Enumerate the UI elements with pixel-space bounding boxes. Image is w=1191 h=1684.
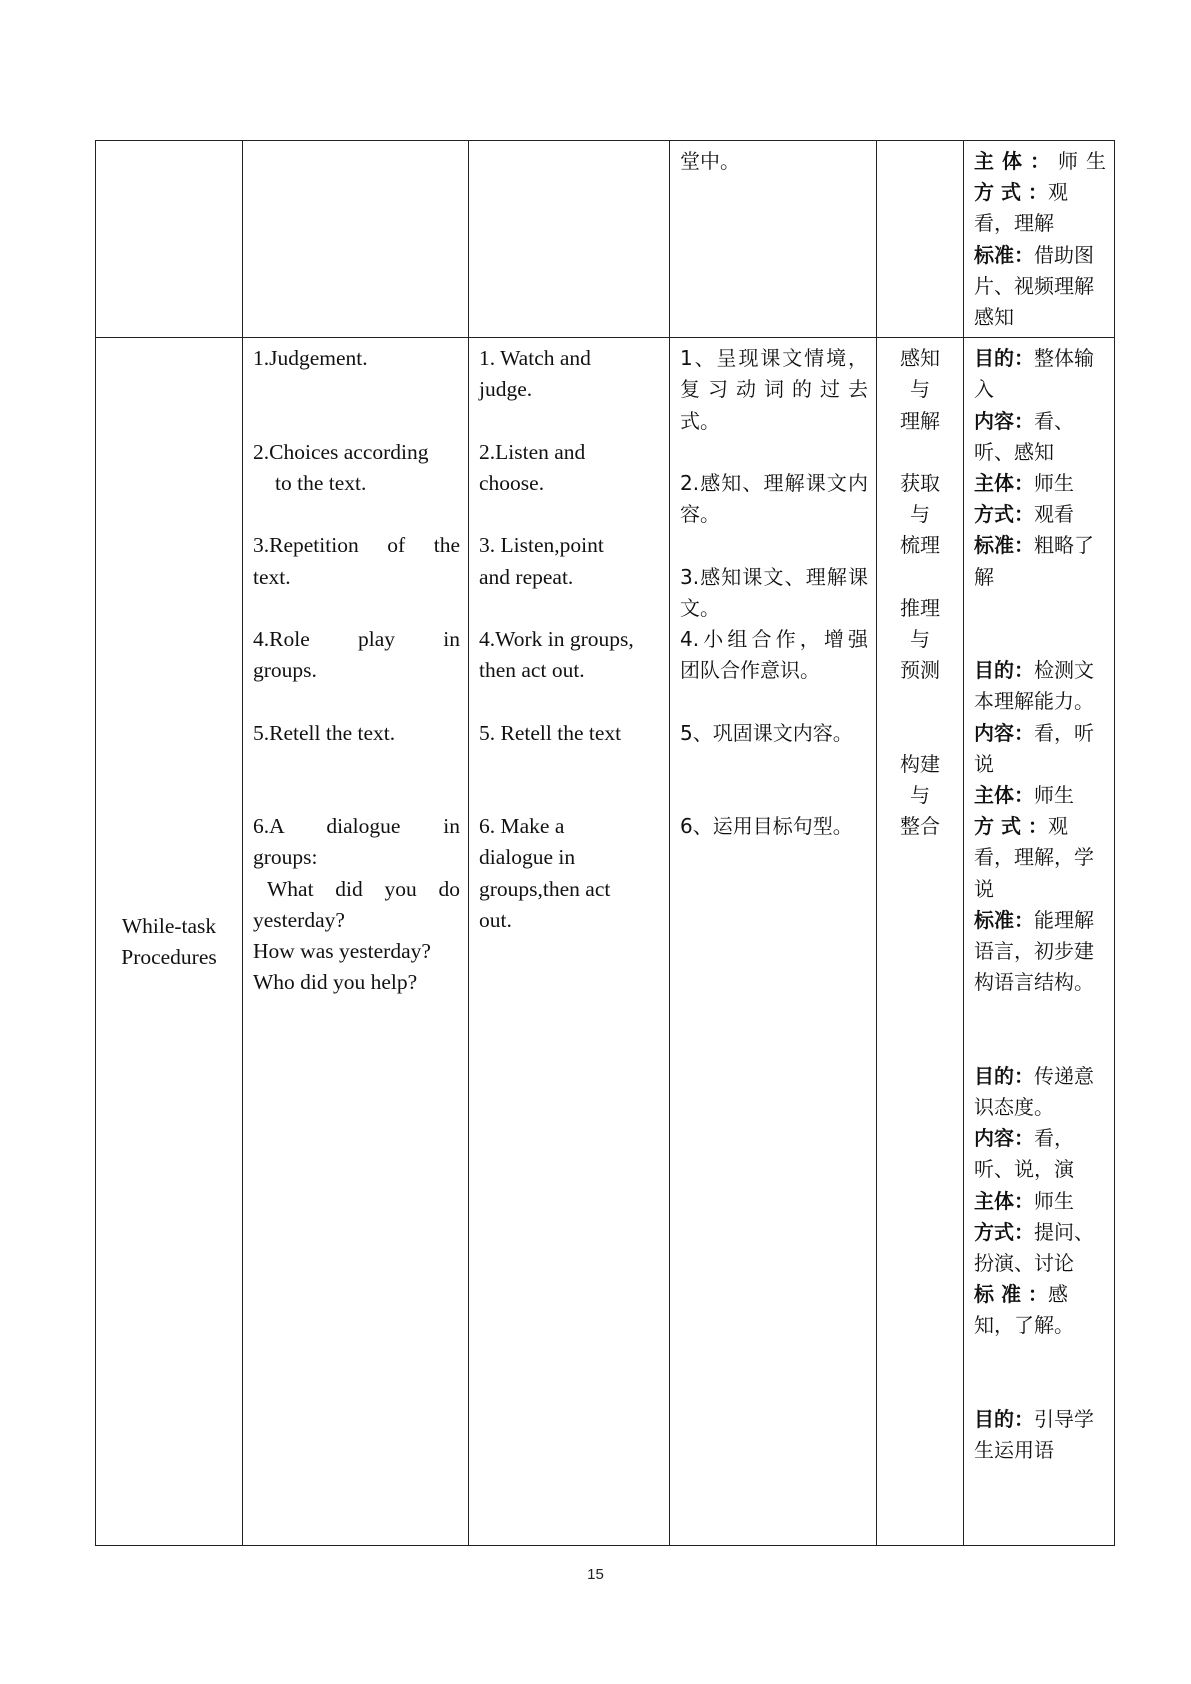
- content-line: 2.Choices according: [253, 439, 429, 464]
- purpose-line: 容。: [680, 502, 720, 527]
- eval-entry: 方 式 ：观看，理解: [974, 180, 1068, 236]
- eval-entry: 内容：看，听、说，演: [974, 1126, 1074, 1182]
- level-line: 梳理: [900, 533, 940, 558]
- content-line: groups.: [253, 658, 317, 683]
- content-cell: [243, 338, 469, 1546]
- purpose-line: 4.小组合作，增强: [680, 627, 868, 652]
- stage-cell: [96, 141, 243, 338]
- evaluation-cell: [964, 338, 1115, 1546]
- table-row: [96, 338, 1115, 1546]
- level-line: 与: [910, 377, 930, 402]
- level-line: 构建: [900, 751, 940, 776]
- activity-line: 2.Listen and: [479, 439, 586, 464]
- eval-entry: 方 式 ：观看，理解，学说: [974, 814, 1094, 901]
- eval-entry: 主体：师生: [974, 783, 1074, 808]
- level-cell: [877, 338, 964, 1546]
- eval-entry: 标 准 ：感知，了解。: [974, 1282, 1074, 1338]
- activity-line: 3. Listen,point: [479, 533, 604, 558]
- eval-entry: 内容：看、听、感知: [974, 408, 1074, 464]
- activities-cell: [469, 338, 670, 1546]
- level-line: 与: [910, 502, 930, 527]
- activity-line: 4.Work in groups,: [479, 627, 634, 651]
- activity-line: choose.: [479, 471, 545, 496]
- stage-label: Procedures: [121, 944, 217, 969]
- content-line: Who did you help?: [253, 970, 418, 995]
- purpose-line: 5、巩固课文内容。: [680, 720, 853, 745]
- eval-entry: 主体：师生: [974, 471, 1074, 496]
- level-line: 获取: [900, 471, 940, 496]
- activity-line: judge.: [479, 377, 533, 402]
- level-line: 与: [910, 627, 930, 652]
- level-line: 理解: [900, 408, 940, 433]
- eval-entry: 目的：传递意识态度。: [974, 1063, 1094, 1120]
- purpose-line: 1、呈现课文情境，: [680, 346, 868, 371]
- content-line: What did you do: [267, 876, 460, 901]
- content-line: 4.Role play in: [253, 627, 460, 651]
- eval-entry: 目的：整体输入: [974, 346, 1094, 402]
- purpose-line: 2.感知、理解课文内: [680, 471, 868, 496]
- eval-entry: 主体：师生: [974, 1188, 1074, 1213]
- activities-cell: [469, 141, 670, 338]
- purpose-line: 6、运用目标句型。: [680, 814, 853, 839]
- table-row: [96, 141, 1115, 338]
- purpose-cell: [670, 338, 877, 1546]
- activity-line: and repeat.: [479, 564, 574, 589]
- content-line: 6.A dialogue in: [253, 814, 460, 839]
- content-line: text.: [253, 564, 291, 589]
- content-line: 5.Retell the text.: [253, 720, 396, 745]
- eval-entry: 方式：观看: [974, 502, 1074, 527]
- level-cell: [877, 141, 964, 338]
- stage-cell: [96, 338, 243, 1546]
- content-line: to the text.: [275, 471, 367, 496]
- eval-entry: 目的：引导学生运用语: [974, 1407, 1094, 1463]
- purpose-cell: [670, 141, 877, 338]
- evaluation-cell: [964, 141, 1115, 338]
- content-cell: [243, 141, 469, 338]
- lesson-plan-table: [95, 140, 1115, 1546]
- content-line: How was yesterday?: [253, 939, 431, 963]
- eval-entry: 主体：师生: [974, 149, 1106, 173]
- activity-line: 5. Retell the text: [479, 720, 622, 745]
- purpose-line: 复习动词的过去: [680, 377, 868, 402]
- eval-entry: 标准：能理解语言，初步建构语言结构。: [974, 907, 1094, 995]
- activity-line: 1. Watch and: [479, 346, 591, 371]
- page-number: 15: [587, 1566, 604, 1583]
- purpose-line: 文。: [680, 595, 720, 620]
- eval-entry: 目的：检测文本理解能力。: [974, 658, 1094, 714]
- activity-line: groups,then act: [479, 876, 611, 901]
- purpose-line: 堂中。: [680, 149, 740, 173]
- activity-line: then act out.: [479, 658, 585, 683]
- stage-label: While-task: [121, 913, 217, 938]
- eval-entry: 方式：提问、扮演、讨论: [974, 1219, 1094, 1276]
- level-line: 推理: [900, 595, 940, 620]
- activity-line: 6. Make a: [479, 814, 565, 839]
- content-line: groups:: [253, 845, 318, 870]
- eval-entry: 内容：看，听说: [974, 720, 1094, 776]
- purpose-line: 团队合作意识。: [680, 658, 820, 683]
- content-line: yesterday?: [253, 907, 345, 932]
- eval-entry: 标准：粗略了解: [974, 533, 1094, 589]
- content-line: 3.Repetition of the: [253, 533, 460, 558]
- activity-line: out.: [479, 907, 512, 932]
- content-line: 1.Judgement.: [253, 346, 368, 371]
- eval-entry: 标准：借助图片、视频理解感知: [974, 242, 1094, 330]
- level-line: 整合: [900, 814, 940, 839]
- purpose-line: 3.感知课文、理解课: [680, 564, 868, 589]
- level-line: 与: [910, 783, 930, 808]
- purpose-line: 式。: [680, 408, 720, 433]
- level-line: 预测: [900, 658, 940, 683]
- activity-line: dialogue in: [479, 845, 576, 870]
- level-line: 感知: [900, 346, 940, 371]
